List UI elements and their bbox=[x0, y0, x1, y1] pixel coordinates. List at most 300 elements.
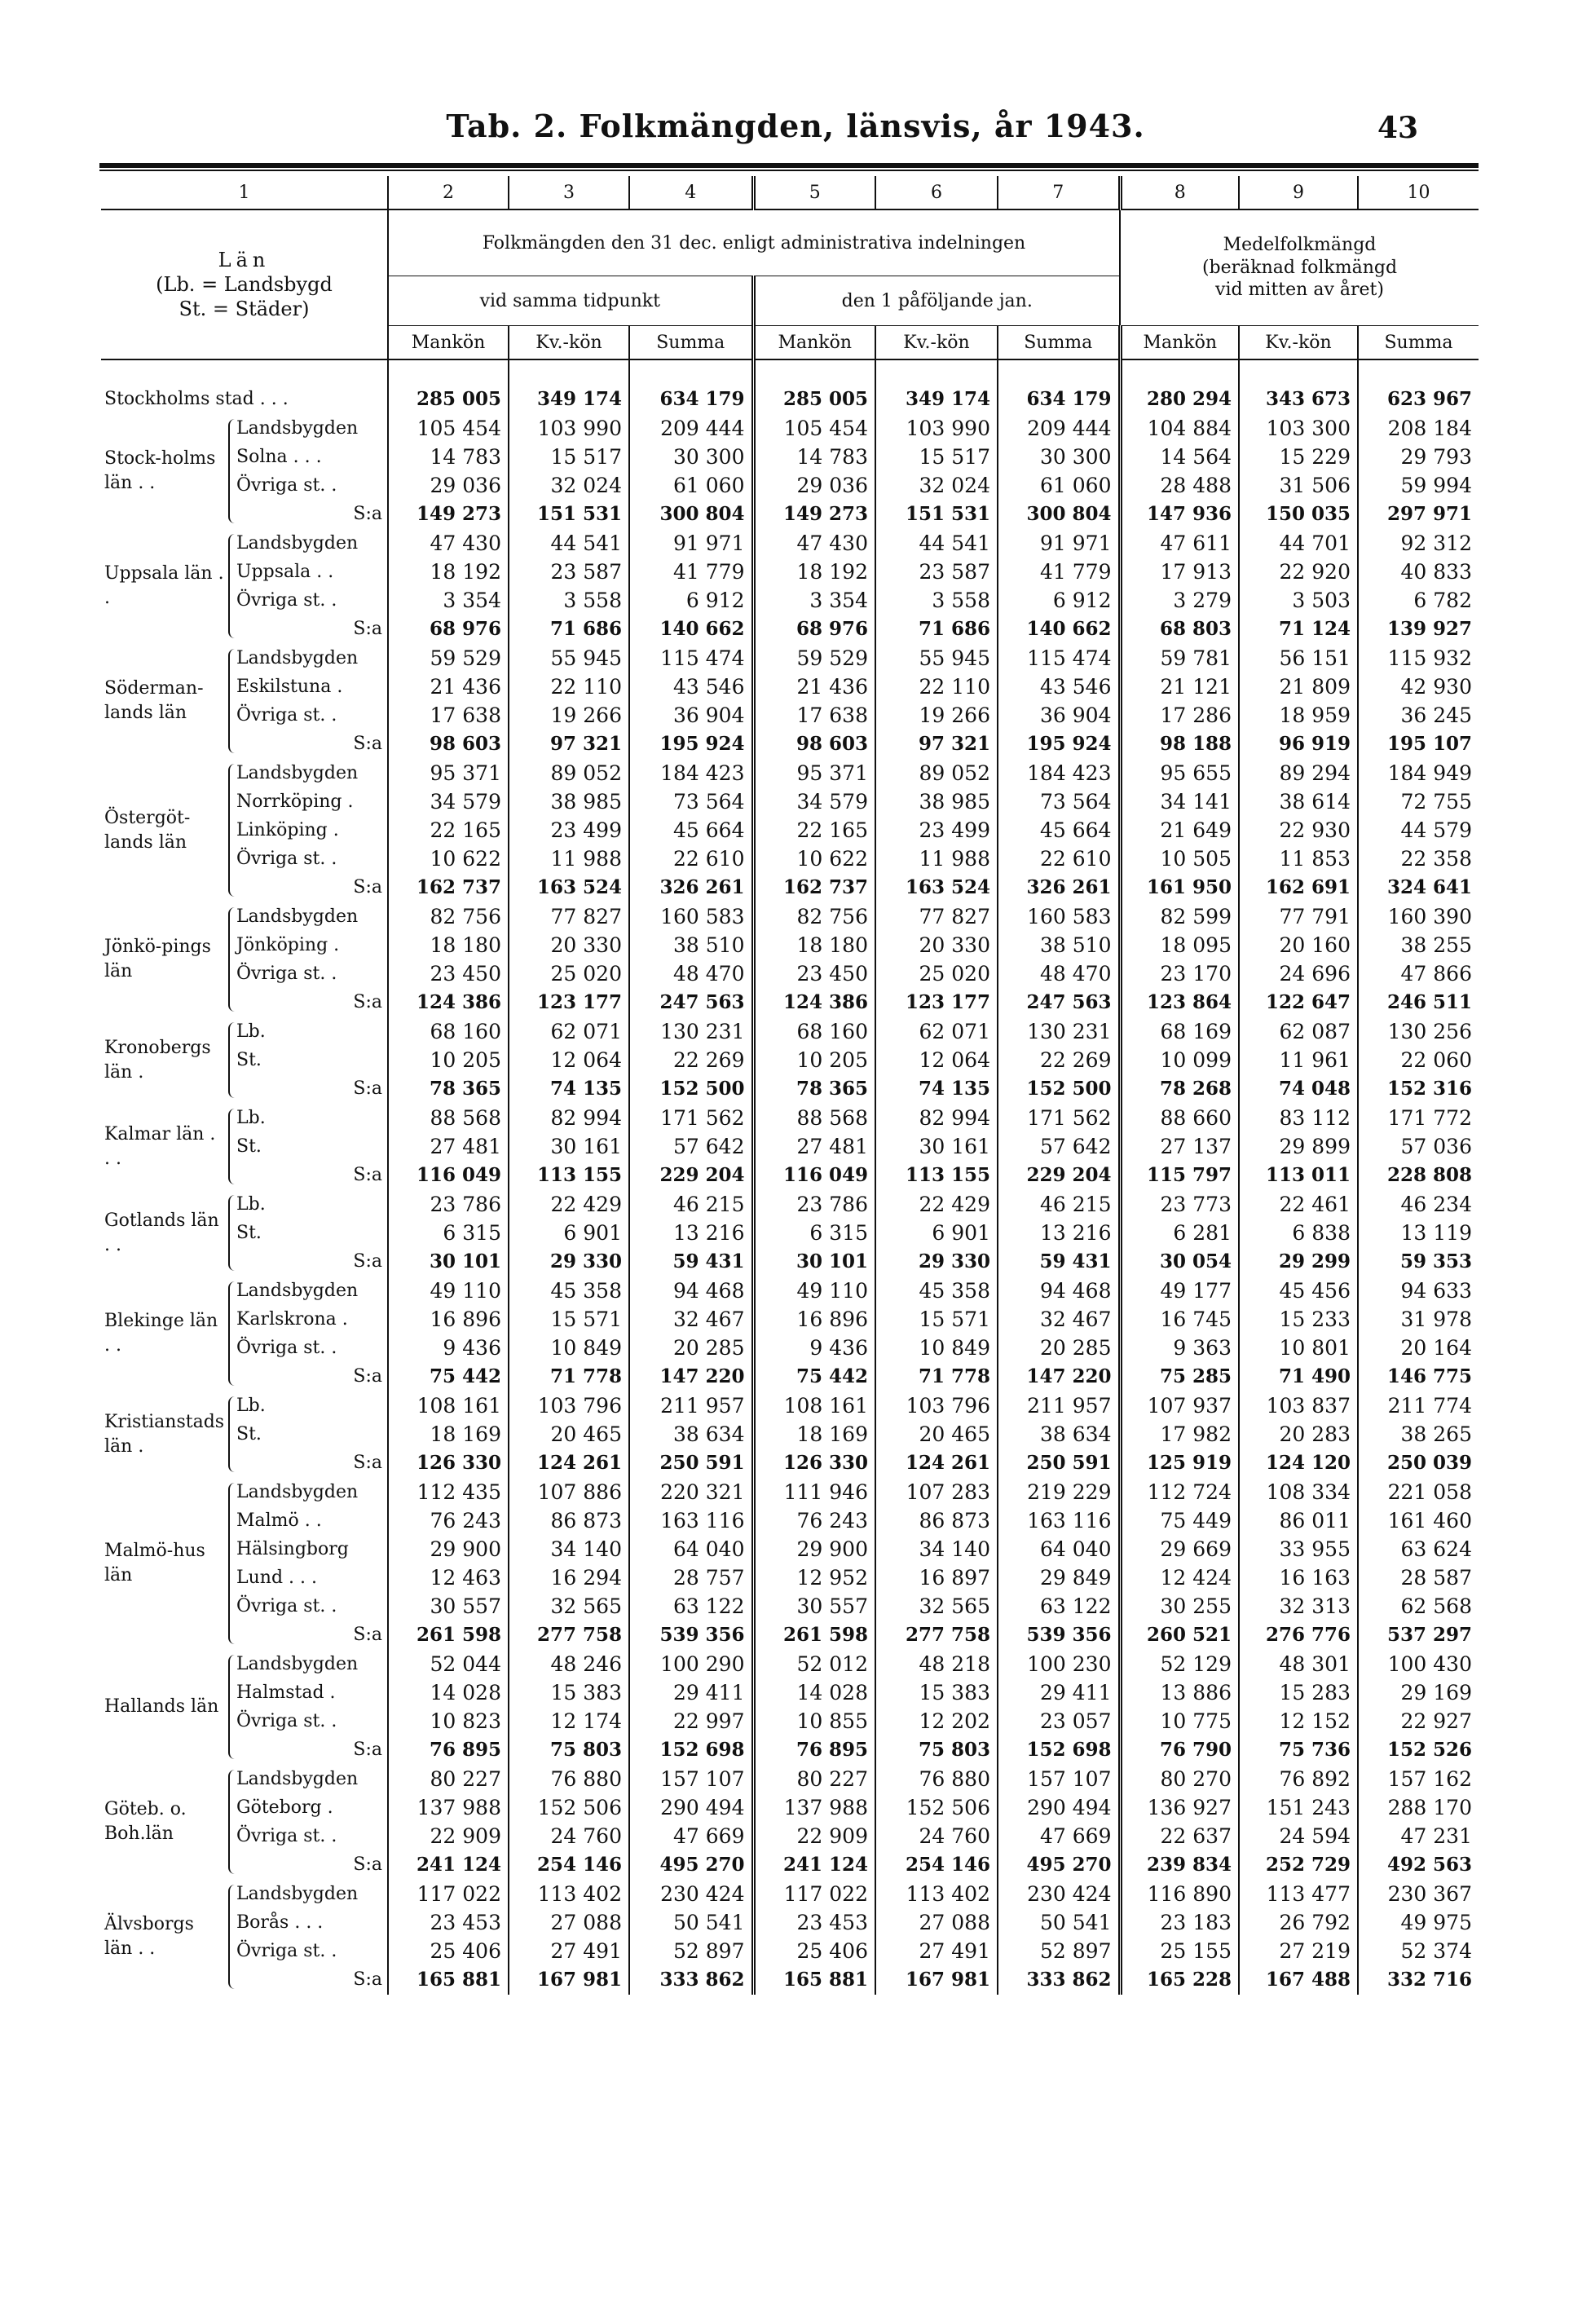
value-cell: 34 579 bbox=[753, 787, 875, 816]
value-cell: 160 583 bbox=[998, 902, 1120, 931]
row-label: Landsbygden bbox=[236, 533, 359, 553]
value-cell: 22 110 bbox=[875, 673, 998, 701]
value-cell: 52 044 bbox=[388, 1650, 509, 1678]
value-cell: 147 936 bbox=[1120, 500, 1239, 528]
value-cell: 239 834 bbox=[1120, 1850, 1239, 1879]
value-cell: 254 146 bbox=[509, 1850, 629, 1879]
value-cell: 151 531 bbox=[509, 500, 629, 528]
value-cell: 56 151 bbox=[1239, 644, 1358, 673]
value-cell: 18 180 bbox=[388, 931, 509, 959]
value-cell: 22 930 bbox=[1239, 816, 1358, 844]
subheader-women-2: Kv.-kön bbox=[875, 326, 998, 360]
table-row bbox=[101, 1563, 1479, 1592]
value-cell: 62 071 bbox=[509, 1017, 629, 1046]
column-number-9: 9 bbox=[1239, 176, 1358, 209]
row-label: Jönköping . bbox=[236, 935, 340, 955]
value-cell: 104 884 bbox=[1120, 414, 1239, 443]
value-cell: 82 994 bbox=[509, 1104, 629, 1132]
value-cell: 88 568 bbox=[753, 1104, 875, 1132]
row-label: Halmstad . bbox=[236, 1682, 336, 1703]
value-cell: 38 265 bbox=[1400, 1422, 1472, 1446]
row-label: Eskilstuna . bbox=[236, 677, 343, 697]
value-cell: 78 268 bbox=[1120, 1074, 1239, 1103]
value-cell: 221 058 bbox=[1387, 1480, 1472, 1504]
value-cell: 22 429 bbox=[875, 1190, 998, 1219]
row-label: Landsbygden bbox=[236, 1281, 359, 1301]
value-cell: 241 124 bbox=[388, 1850, 509, 1879]
value-cell: 12 064 bbox=[509, 1046, 629, 1074]
spacer-cell bbox=[1239, 359, 1358, 385]
value-cell: 100 290 bbox=[629, 1650, 753, 1678]
value-cell: 151 243 bbox=[1239, 1793, 1358, 1822]
value-cell: 149 273 bbox=[753, 500, 875, 528]
row-label: S:a bbox=[353, 504, 382, 524]
subheader-total-3: Summa bbox=[1358, 326, 1479, 360]
value-cell: 3 279 bbox=[1120, 586, 1239, 615]
value-cell: 18 192 bbox=[388, 558, 509, 586]
value-cell: 68 160 bbox=[388, 1017, 509, 1046]
value-cell: 167 488 bbox=[1239, 1965, 1358, 1994]
value-cell: 250 591 bbox=[629, 1449, 753, 1477]
value-cell: 76 880 bbox=[875, 1765, 998, 1793]
value-cell: 18 169 bbox=[753, 1420, 875, 1449]
value-cell: 103 990 bbox=[509, 414, 629, 443]
value-cell: 10 855 bbox=[753, 1707, 875, 1735]
subheader-men-1: Mankön bbox=[388, 326, 509, 360]
value-cell: 112 435 bbox=[388, 1478, 509, 1506]
value-cell: 25 155 bbox=[1120, 1937, 1239, 1965]
value-cell: 49 975 bbox=[1400, 1911, 1472, 1934]
lan-header bbox=[101, 209, 388, 359]
value-cell: 160 583 bbox=[629, 902, 753, 931]
value-cell: 48 470 bbox=[629, 959, 753, 988]
value-cell: 14 564 bbox=[1120, 443, 1239, 471]
row-label-cell bbox=[101, 1449, 388, 1477]
value-cell: 332 716 bbox=[1386, 1969, 1472, 1991]
value-cell: 76 243 bbox=[753, 1506, 875, 1535]
value-cell: 29 669 bbox=[1120, 1535, 1239, 1563]
value-cell: 76 790 bbox=[1120, 1735, 1239, 1764]
value-cell: 163 116 bbox=[629, 1506, 753, 1535]
column-number-6: 6 bbox=[875, 176, 998, 209]
row-label-cell bbox=[101, 959, 388, 988]
value-cell: 297 971 bbox=[1386, 503, 1472, 525]
value-cell: 62 071 bbox=[875, 1017, 998, 1046]
page-number: 43 bbox=[1377, 111, 1419, 145]
value-cell: 290 494 bbox=[998, 1793, 1120, 1822]
table-row bbox=[101, 931, 1479, 959]
value-cell: 108 161 bbox=[753, 1391, 875, 1420]
value-cell: 86 011 bbox=[1239, 1506, 1358, 1535]
value-cell: 634 179 bbox=[629, 385, 753, 413]
value-cell: 10 622 bbox=[388, 844, 509, 873]
value-cell: 91 971 bbox=[629, 529, 753, 558]
value-cell: 163 524 bbox=[875, 873, 998, 902]
subheader-men-2: Mankön bbox=[753, 326, 875, 360]
value-cell: 38 634 bbox=[629, 1420, 753, 1449]
value-cell: 123 864 bbox=[1120, 988, 1239, 1016]
value-cell: 57 642 bbox=[998, 1132, 1120, 1161]
row-label-cell bbox=[101, 1908, 388, 1937]
spacer-cell bbox=[388, 1994, 509, 1995]
row-label-cell bbox=[101, 1506, 388, 1535]
value-cell: 50 541 bbox=[998, 1908, 1120, 1937]
row-label: Linköping . bbox=[236, 820, 339, 840]
value-cell: 30 255 bbox=[1120, 1592, 1239, 1621]
value-cell: 195 924 bbox=[629, 730, 753, 758]
row-label: Övriga st. . bbox=[236, 1596, 337, 1616]
row-label-cell bbox=[101, 844, 388, 873]
value-cell: 45 664 bbox=[629, 816, 753, 844]
value-cell: 17 286 bbox=[1120, 701, 1239, 730]
value-cell: 10 775 bbox=[1120, 1707, 1239, 1735]
row-label: Solna . . . bbox=[236, 447, 322, 467]
value-cell: 73 564 bbox=[629, 787, 753, 816]
region-name: Stock-holms län . . bbox=[104, 448, 216, 493]
value-cell: 74 135 bbox=[509, 1074, 629, 1103]
value-cell: 17 982 bbox=[1120, 1420, 1239, 1449]
value-cell: 11 988 bbox=[875, 844, 998, 873]
value-cell: 16 896 bbox=[753, 1305, 875, 1334]
value-cell: 72 755 bbox=[1400, 790, 1472, 814]
value-cell: 24 760 bbox=[875, 1822, 998, 1850]
value-cell: 124 386 bbox=[388, 988, 509, 1016]
row-label: Lb. bbox=[236, 1396, 266, 1416]
value-cell: 23 587 bbox=[509, 558, 629, 586]
region-name: Gotlands län . . bbox=[104, 1210, 219, 1255]
value-cell: 19 266 bbox=[509, 701, 629, 730]
value-cell: 113 402 bbox=[875, 1880, 998, 1908]
row-label: St. bbox=[236, 1223, 262, 1243]
value-cell: 10 801 bbox=[1239, 1334, 1358, 1362]
value-cell: 22 269 bbox=[998, 1046, 1120, 1074]
value-cell: 18 959 bbox=[1239, 701, 1358, 730]
row-label-cell bbox=[101, 615, 388, 643]
value-cell: 59 529 bbox=[753, 644, 875, 673]
region-name: Söderman-lands län bbox=[104, 678, 204, 723]
value-cell: 68 976 bbox=[753, 615, 875, 643]
value-cell: 157 107 bbox=[998, 1765, 1120, 1793]
value-cell: 49 177 bbox=[1120, 1277, 1239, 1305]
next-jan-header: den 1 påföljande jan. bbox=[753, 276, 1120, 326]
value-cell: 247 563 bbox=[629, 988, 753, 1016]
row-label-cell bbox=[101, 1305, 388, 1334]
value-cell: 116 049 bbox=[388, 1161, 509, 1189]
value-cell: 12 152 bbox=[1239, 1707, 1358, 1735]
value-cell: 15 517 bbox=[509, 443, 629, 471]
row-label: Landsbygden bbox=[236, 1884, 359, 1904]
row-label: Övriga st. . bbox=[236, 475, 337, 496]
value-cell: 71 778 bbox=[509, 1362, 629, 1391]
value-cell: 6 315 bbox=[753, 1219, 875, 1247]
value-cell: 59 781 bbox=[1120, 644, 1239, 673]
value-cell: 3 558 bbox=[509, 586, 629, 615]
value-cell: 300 804 bbox=[998, 500, 1120, 528]
value-cell: 68 803 bbox=[1120, 615, 1239, 643]
value-cell: 195 107 bbox=[1386, 733, 1472, 755]
subheader-women-3: Kv.-kön bbox=[1239, 326, 1358, 360]
spacer-cell bbox=[629, 1994, 753, 1995]
value-cell: 29 411 bbox=[998, 1678, 1120, 1707]
value-cell: 22 909 bbox=[753, 1822, 875, 1850]
value-cell: 45 456 bbox=[1239, 1277, 1358, 1305]
value-cell: 29 849 bbox=[998, 1563, 1120, 1592]
value-cell: 15 233 bbox=[1239, 1305, 1358, 1334]
region-name: Malmö-hus län bbox=[104, 1541, 205, 1585]
value-cell: 61 060 bbox=[998, 471, 1120, 500]
table-row bbox=[101, 1190, 1479, 1219]
value-cell: 157 107 bbox=[629, 1765, 753, 1793]
value-cell: 22 269 bbox=[629, 1046, 753, 1074]
table-row bbox=[101, 816, 1479, 844]
value-cell: 74 135 bbox=[875, 1074, 998, 1103]
value-cell: 27 219 bbox=[1239, 1937, 1358, 1965]
table-row bbox=[101, 902, 1479, 931]
row-label-cell bbox=[101, 586, 388, 615]
value-cell: 88 568 bbox=[388, 1104, 509, 1132]
value-cell: 55 945 bbox=[875, 644, 998, 673]
value-cell: 147 220 bbox=[629, 1362, 753, 1391]
value-cell: 22 358 bbox=[1400, 847, 1472, 871]
value-cell: 230 367 bbox=[1387, 1882, 1472, 1906]
value-cell: 14 783 bbox=[753, 443, 875, 471]
spacer-cell bbox=[998, 359, 1120, 385]
value-cell: 29 036 bbox=[753, 471, 875, 500]
value-cell: 184 423 bbox=[998, 759, 1120, 787]
value-cell: 27 088 bbox=[509, 1908, 629, 1937]
value-cell: 20 285 bbox=[629, 1334, 753, 1362]
value-cell: 20 285 bbox=[998, 1334, 1120, 1362]
value-cell: 107 886 bbox=[509, 1478, 629, 1506]
subheader-men-3: Mankön bbox=[1120, 326, 1239, 360]
table-row bbox=[101, 1793, 1479, 1822]
value-cell: 86 873 bbox=[875, 1506, 998, 1535]
value-cell: 38 985 bbox=[509, 787, 629, 816]
value-cell: 103 300 bbox=[1239, 414, 1358, 443]
value-cell: 495 270 bbox=[629, 1850, 753, 1879]
value-cell: 34 141 bbox=[1120, 787, 1239, 816]
mean-header-line-3: vid mitten av året) bbox=[1215, 280, 1384, 301]
value-cell: 27 137 bbox=[1120, 1132, 1239, 1161]
value-cell: 16 896 bbox=[388, 1305, 509, 1334]
value-cell: 349 174 bbox=[875, 385, 998, 413]
value-cell: 11 853 bbox=[1239, 844, 1358, 873]
value-cell: 22 165 bbox=[753, 816, 875, 844]
value-cell: 9 436 bbox=[753, 1334, 875, 1362]
region-name: Kronobergs län . bbox=[104, 1037, 211, 1083]
table-row bbox=[101, 1678, 1479, 1707]
value-cell: 20 465 bbox=[875, 1420, 998, 1449]
region-name: Kristianstads län . bbox=[104, 1411, 225, 1457]
value-cell: 38 510 bbox=[998, 931, 1120, 959]
value-cell: 16 897 bbox=[875, 1563, 998, 1592]
value-cell: 22 610 bbox=[629, 844, 753, 873]
table-row bbox=[101, 1362, 1479, 1391]
value-cell: 123 177 bbox=[875, 988, 998, 1016]
value-cell: 230 424 bbox=[629, 1880, 753, 1908]
value-cell: 32 024 bbox=[509, 471, 629, 500]
value-cell: 34 579 bbox=[388, 787, 509, 816]
spacer-cell bbox=[753, 359, 875, 385]
row-label: Landsbygden bbox=[236, 906, 359, 927]
value-cell: 38 634 bbox=[998, 1420, 1120, 1449]
value-cell: 48 218 bbox=[875, 1650, 998, 1678]
value-cell: 113 155 bbox=[509, 1161, 629, 1189]
population-table bbox=[101, 176, 1479, 1995]
subheader-total-1: Summa bbox=[629, 326, 753, 360]
value-cell: 29 900 bbox=[753, 1535, 875, 1563]
table-body bbox=[101, 359, 1479, 1995]
value-cell: 13 119 bbox=[1400, 1221, 1472, 1245]
spacer-cell bbox=[753, 1994, 875, 1995]
value-cell: 77 827 bbox=[875, 902, 998, 931]
row-label-cell bbox=[101, 385, 388, 413]
value-cell: 46 215 bbox=[998, 1190, 1120, 1219]
value-cell: 17 638 bbox=[388, 701, 509, 730]
spacer-cell bbox=[998, 1994, 1120, 1995]
value-cell: 10 505 bbox=[1120, 844, 1239, 873]
spacer-cell bbox=[1239, 1994, 1358, 1995]
value-cell: 49 110 bbox=[753, 1277, 875, 1305]
value-cell: 165 228 bbox=[1120, 1965, 1239, 1994]
value-cell: 80 270 bbox=[1120, 1765, 1239, 1793]
value-cell: 71 686 bbox=[875, 615, 998, 643]
value-cell: 23 499 bbox=[509, 816, 629, 844]
value-cell: 260 521 bbox=[1120, 1621, 1239, 1649]
region-name: Östergöt-lands län bbox=[104, 807, 191, 853]
table-row bbox=[101, 1247, 1479, 1276]
row-label: Landsbygden bbox=[236, 648, 359, 668]
value-cell: 15 383 bbox=[875, 1678, 998, 1707]
row-label-cell bbox=[101, 1161, 388, 1189]
value-cell: 57 642 bbox=[629, 1132, 753, 1161]
value-cell: 91 971 bbox=[998, 529, 1120, 558]
value-cell: 10 849 bbox=[509, 1334, 629, 1362]
row-label-cell bbox=[101, 988, 388, 1016]
value-cell: 280 294 bbox=[1120, 385, 1239, 413]
table-row bbox=[101, 1621, 1479, 1649]
value-cell: 30 557 bbox=[388, 1592, 509, 1621]
row-label: Lund . . . bbox=[236, 1568, 317, 1588]
value-cell: 30 101 bbox=[388, 1247, 509, 1276]
value-cell: 10 205 bbox=[388, 1046, 509, 1074]
value-cell: 6 838 bbox=[1239, 1219, 1358, 1247]
value-cell: 44 701 bbox=[1239, 529, 1358, 558]
table-row bbox=[101, 586, 1479, 615]
table-row bbox=[101, 844, 1479, 873]
value-cell: 24 594 bbox=[1239, 1822, 1358, 1850]
row-label-cell bbox=[101, 1132, 388, 1161]
table-row bbox=[101, 1650, 1479, 1678]
row-label: Övriga st. . bbox=[236, 705, 337, 725]
value-cell: 6 782 bbox=[1413, 589, 1472, 612]
value-cell: 43 546 bbox=[629, 673, 753, 701]
value-cell: 80 227 bbox=[388, 1765, 509, 1793]
value-cell: 130 231 bbox=[629, 1017, 753, 1046]
row-label: S:a bbox=[353, 1625, 382, 1645]
value-cell: 9 436 bbox=[388, 1334, 509, 1362]
row-label-cell bbox=[101, 1937, 388, 1965]
value-cell: 6 912 bbox=[629, 586, 753, 615]
value-cell: 68 169 bbox=[1120, 1017, 1239, 1046]
value-cell: 33 955 bbox=[1239, 1535, 1358, 1563]
value-cell: 11 961 bbox=[1239, 1046, 1358, 1074]
value-cell: 24 760 bbox=[509, 1822, 629, 1850]
value-cell: 98 188 bbox=[1120, 730, 1239, 758]
value-cell: 36 904 bbox=[998, 701, 1120, 730]
value-cell: 59 529 bbox=[388, 644, 509, 673]
value-cell: 115 474 bbox=[998, 644, 1120, 673]
value-cell: 47 866 bbox=[1400, 962, 1472, 986]
table-row bbox=[101, 673, 1479, 701]
value-cell: 161 460 bbox=[1387, 1509, 1472, 1532]
value-cell: 23 786 bbox=[388, 1190, 509, 1219]
value-cell: 108 334 bbox=[1239, 1478, 1358, 1506]
table-row bbox=[101, 873, 1479, 902]
row-label: Landsbygden bbox=[236, 1654, 359, 1674]
mean-header-line-2: (beräknad folkmängd bbox=[1201, 257, 1398, 278]
value-cell: 42 930 bbox=[1400, 675, 1472, 699]
value-cell: 48 470 bbox=[998, 959, 1120, 988]
value-cell: 63 122 bbox=[998, 1592, 1120, 1621]
value-cell: 103 990 bbox=[875, 414, 998, 443]
table-row bbox=[101, 1735, 1479, 1764]
value-cell: 15 383 bbox=[509, 1678, 629, 1707]
value-cell: 6 315 bbox=[388, 1219, 509, 1247]
row-label-cell bbox=[101, 931, 388, 959]
table-row bbox=[101, 471, 1479, 500]
value-cell: 10 099 bbox=[1120, 1046, 1239, 1074]
value-cell: 75 442 bbox=[753, 1362, 875, 1391]
value-cell: 31 506 bbox=[1239, 471, 1358, 500]
value-cell: 107 283 bbox=[875, 1478, 998, 1506]
value-cell: 349 174 bbox=[509, 385, 629, 413]
value-cell: 13 886 bbox=[1120, 1678, 1239, 1707]
value-cell: 209 444 bbox=[629, 414, 753, 443]
value-cell: 30 300 bbox=[998, 443, 1120, 471]
value-cell: 285 005 bbox=[753, 385, 875, 413]
row-label: Göteborg . bbox=[236, 1797, 333, 1818]
value-cell: 23 773 bbox=[1120, 1190, 1239, 1219]
row-label: S:a bbox=[353, 1078, 382, 1099]
value-cell: 167 981 bbox=[509, 1965, 629, 1994]
value-cell: 27 491 bbox=[509, 1937, 629, 1965]
value-cell: 219 229 bbox=[998, 1478, 1120, 1506]
value-cell: 89 052 bbox=[875, 759, 998, 787]
value-cell: 10 849 bbox=[875, 1334, 998, 1362]
value-cell: 23 786 bbox=[753, 1190, 875, 1219]
region-name: Hallands län bbox=[104, 1696, 219, 1717]
table-row bbox=[101, 1046, 1479, 1074]
value-cell: 537 297 bbox=[1386, 1624, 1472, 1646]
table-row bbox=[101, 1592, 1479, 1621]
header-row-1 bbox=[101, 209, 1479, 276]
value-cell: 98 603 bbox=[753, 730, 875, 758]
lan-legend-2: St. = Städer) bbox=[178, 298, 310, 320]
row-label: Övriga st. . bbox=[236, 1941, 337, 1961]
column-number-5: 5 bbox=[753, 176, 875, 209]
table-row bbox=[101, 1965, 1479, 1994]
value-cell: 38 255 bbox=[1400, 933, 1472, 957]
value-cell: 137 988 bbox=[388, 1793, 509, 1822]
value-cell: 277 758 bbox=[509, 1621, 629, 1649]
table-row bbox=[101, 759, 1479, 787]
row-label: Borås . . . bbox=[236, 1912, 324, 1933]
value-cell: 71 778 bbox=[875, 1362, 998, 1391]
value-cell: 59 431 bbox=[629, 1247, 753, 1276]
row-label-cell bbox=[101, 1074, 388, 1103]
value-cell: 52 012 bbox=[753, 1650, 875, 1678]
